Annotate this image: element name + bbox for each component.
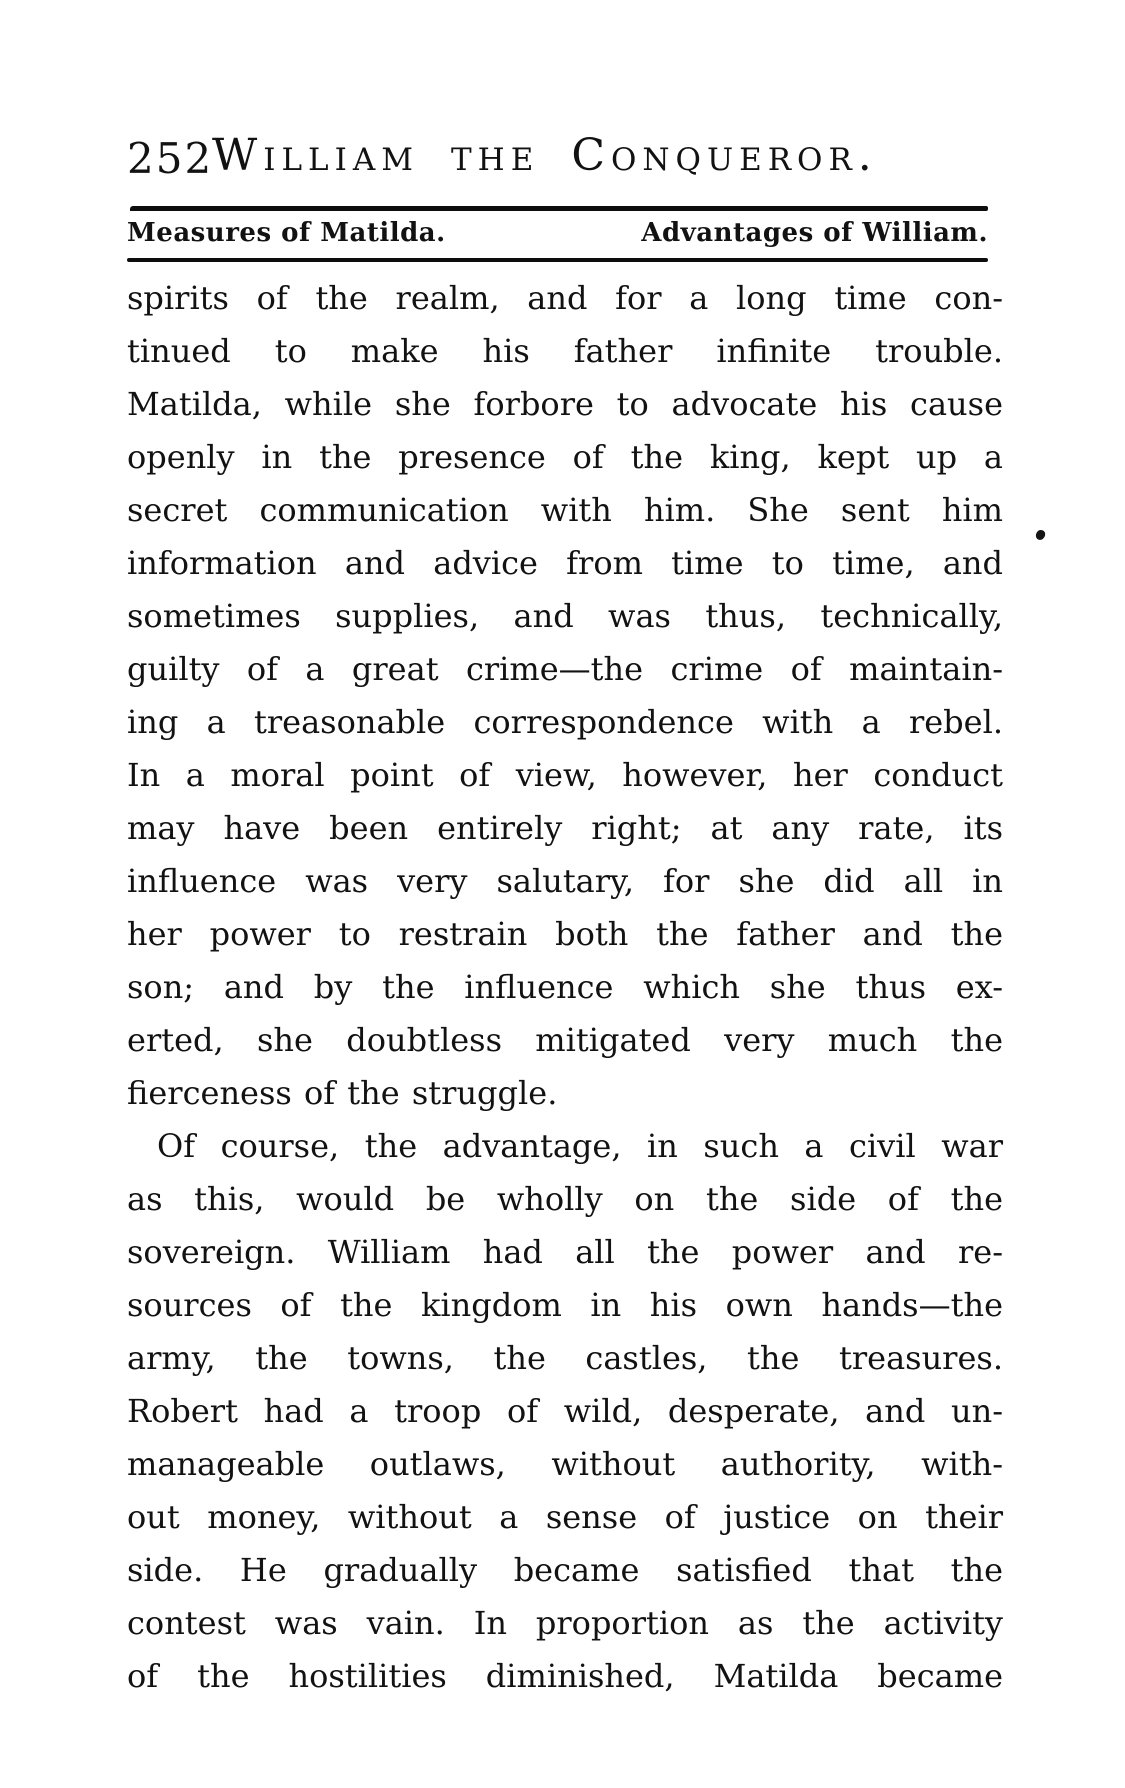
body-text: [127, 272, 1003, 1703]
text-line: sometimes supplies, and was thus, technically,: [127, 597, 1003, 635]
running-head-left: Measures of Matilda.: [127, 218, 446, 248]
text-line: son; and by the influence which she thus ex-: [127, 968, 1003, 1006]
text-line: Matilda, while she forbore to advocate his cause: [127, 385, 1003, 423]
text-line: as this, would be wholly on the side of the: [127, 1180, 1003, 1218]
page-number: 252: [127, 134, 214, 183]
text-line: of the hostilities diminished, Matilda became: [127, 1657, 1003, 1695]
text-line: information and advice from time to time, and: [127, 544, 1003, 582]
text-line: In a moral point of view, however, her conduct: [127, 756, 1003, 794]
header-rule-top: [130, 206, 988, 211]
text-line: openly in the presence of the king, kept up a: [127, 438, 1003, 476]
text-line: ing a treasonable correspondence with a rebel.: [127, 703, 1003, 741]
text-line: Of course, the advantage, in such a civil war: [157, 1127, 1003, 1165]
text-line: erted, she doubtless mitigated very much the: [127, 1021, 1003, 1059]
text-line: sovereign. William had all the power and re-: [127, 1233, 1003, 1271]
text-line: fierceness of the struggle.: [127, 1074, 558, 1112]
running-heads: [127, 220, 988, 246]
header-rule-bottom: [127, 258, 988, 262]
text-line: out money, without a sense of justice on their: [127, 1498, 1003, 1536]
text-line: Robert had a troop of wild, desperate, and un-: [127, 1392, 1003, 1430]
text-line: spirits of the realm, and for a long time con-: [127, 279, 1003, 317]
text-line: army, the towns, the castles, the treasures.: [127, 1339, 1003, 1377]
text-line: her power to restrain both the father and the: [127, 915, 1003, 953]
text-line: contest was vain. In proportion as the activity: [127, 1604, 1003, 1642]
running-head-right: Advantages of William.: [641, 218, 988, 248]
text-line: sources of the kingdom in his own hands—the: [127, 1286, 1003, 1324]
page-title: William the Conqueror.: [212, 130, 878, 181]
text-line: manageable outlaws, without authority, with-: [127, 1445, 1003, 1483]
text-line: guilty of a great crime—the crime of maintain-: [127, 650, 1003, 688]
text-line: tinued to make his father infinite trouble.: [127, 332, 1003, 370]
ink-speck-artifact: [1035, 529, 1046, 541]
text-line: may have been entirely right; at any rate, its: [127, 809, 1003, 847]
text-line: influence was very salutary, for she did all in: [127, 862, 1003, 900]
text-line: side. He gradually became satisfied that the: [127, 1551, 1003, 1589]
text-line: secret communication with him. She sent him: [127, 491, 1003, 529]
